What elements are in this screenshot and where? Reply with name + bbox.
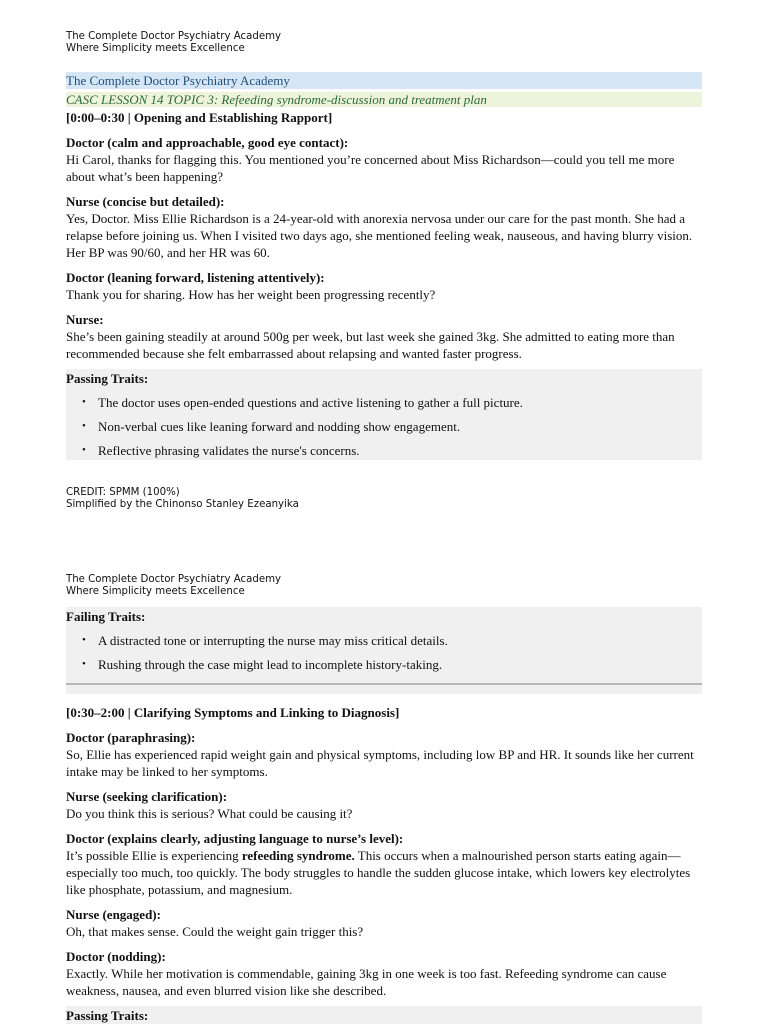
header-academy-name: The Complete Doctor Psychiatry Academy: [66, 31, 282, 42]
section-heading: [0:30–2:00 | Clarifying Symptoms and Linking to Diagnosis]: [66, 705, 400, 720]
speaker-label: Nurse (seeking clarification):: [66, 789, 228, 804]
page-1-content: [66, 72, 702, 460]
header-tagline: Where Simplicity meets Excellence: [66, 585, 245, 597]
dialogue-text: She’s been gaining steadily at around 500g per week, but last week she gained 3kg. She admitted to eating more than recommended because she felt embarrassed about relapsing and wanted faster progress.: [66, 329, 675, 361]
failing-traits-box: [66, 607, 702, 683]
speaker-label: Nurse (concise but detailed):: [66, 194, 225, 209]
dialogue-text: Hi Carol, thanks for flagging this. You mentioned you’re concerned about Miss Richardson—could you tell me more about what’s been happening?: [66, 152, 675, 184]
page-2-content: [66, 607, 702, 1024]
speaker-label: Nurse (engaged):: [66, 907, 161, 922]
document-title-banner: The Complete Doctor Psychiatry Academy: [66, 72, 702, 89]
page-header: [66, 574, 281, 597]
passing-traits-list: [66, 394, 702, 459]
list-item: • A distracted tone or interrupting the nurse may miss critical details.: [98, 632, 702, 649]
header-tagline: Where Simplicity meets Excellence: [66, 42, 245, 54]
dialogue-text: Yes, Doctor. Miss Ellie Richardson is a 24-year-old with anorexia nervosa under our care for the past month. She had a relapse before joining us. When I visited two days ago, she mentioned feeling weak, nauseous, and having blurry vision. Her BP was 90/60, and her HR was 60.: [66, 211, 693, 260]
dialogue-text: So, Ellie has experienced rapid weight gain and physical symptoms, including low BP and HR. It sounds like her current intake may be linked to her symptoms.: [66, 747, 694, 779]
list-item: • Rushing through the case might lead to incomplete history-taking.: [98, 656, 702, 673]
list-item: • Reflective phrasing validates the nurse's concerns.: [98, 442, 702, 459]
credit-author: Simplified by the Chinonso Stanley Ezeanyika: [66, 499, 299, 510]
dialogue-text: Oh, that makes sense. Could the weight gain trigger this?: [66, 924, 364, 939]
section-heading: [0:00–0:30 | Opening and Establishing Rapport]: [66, 110, 333, 125]
list-item: • Non-verbal cues like leaning forward and nodding show engagement.: [98, 418, 702, 435]
credit-footer: [66, 487, 299, 511]
highlighted-term: refeeding syndrome.: [241, 848, 355, 863]
list-item: • The doctor uses open-ended questions and active listening to gather a full picture.: [98, 394, 702, 411]
dialogue-text: [66, 847, 702, 898]
speaker-label: Doctor (paraphrasing):: [66, 730, 196, 745]
speaker-label: Doctor (nodding):: [66, 949, 166, 964]
failing-traits-list: [66, 632, 702, 673]
dialogue-text-part: This occurs when a malnourished person starts eating again—especially too much, too quickly. The body struggles to handle the sudden glucose intake, which lowers key electrolytes like phosphate, potassium, and magnesium.: [66, 848, 691, 897]
passing-traits-box: [66, 1006, 702, 1024]
speaker-label: Nurse:: [66, 312, 104, 327]
speaker-label: Doctor (calm and approachable, good eye contact):: [66, 135, 349, 150]
credit-source: CREDIT: SPMM (100%): [66, 487, 180, 498]
dialogue-text: Thank you for sharing. How has her weight been progressing recently?: [66, 287, 436, 302]
dialogue-text-part: It’s possible Ellie is experiencing: [66, 848, 242, 863]
speaker-label: Doctor (leaning forward, listening attentively):: [66, 270, 325, 285]
header-academy-name: The Complete Doctor Psychiatry Academy: [66, 574, 282, 585]
speaker-label: Doctor (explains clearly, adjusting language to nurse’s level):: [66, 831, 404, 846]
lesson-subtitle-banner: CASC LESSON 14 TOPIC 3: Refeeding syndrome-discussion and treatment plan: [66, 92, 702, 107]
page-header: [66, 31, 281, 54]
failing-traits-label: Failing Traits:: [66, 609, 146, 624]
dialogue-text: Exactly. While her motivation is commendable, gaining 3kg in one week is too fast. Refeeding syndrome can cause weakness, nausea, and even blurred vision like she described.: [66, 966, 667, 998]
passing-traits-box: [66, 369, 702, 460]
passing-traits-label: Passing Traits:: [66, 1008, 149, 1023]
dialogue-text: Do you think this is serious? What could be causing it?: [66, 806, 353, 821]
divider-spacer: [66, 685, 702, 694]
passing-traits-label: Passing Traits:: [66, 371, 149, 386]
